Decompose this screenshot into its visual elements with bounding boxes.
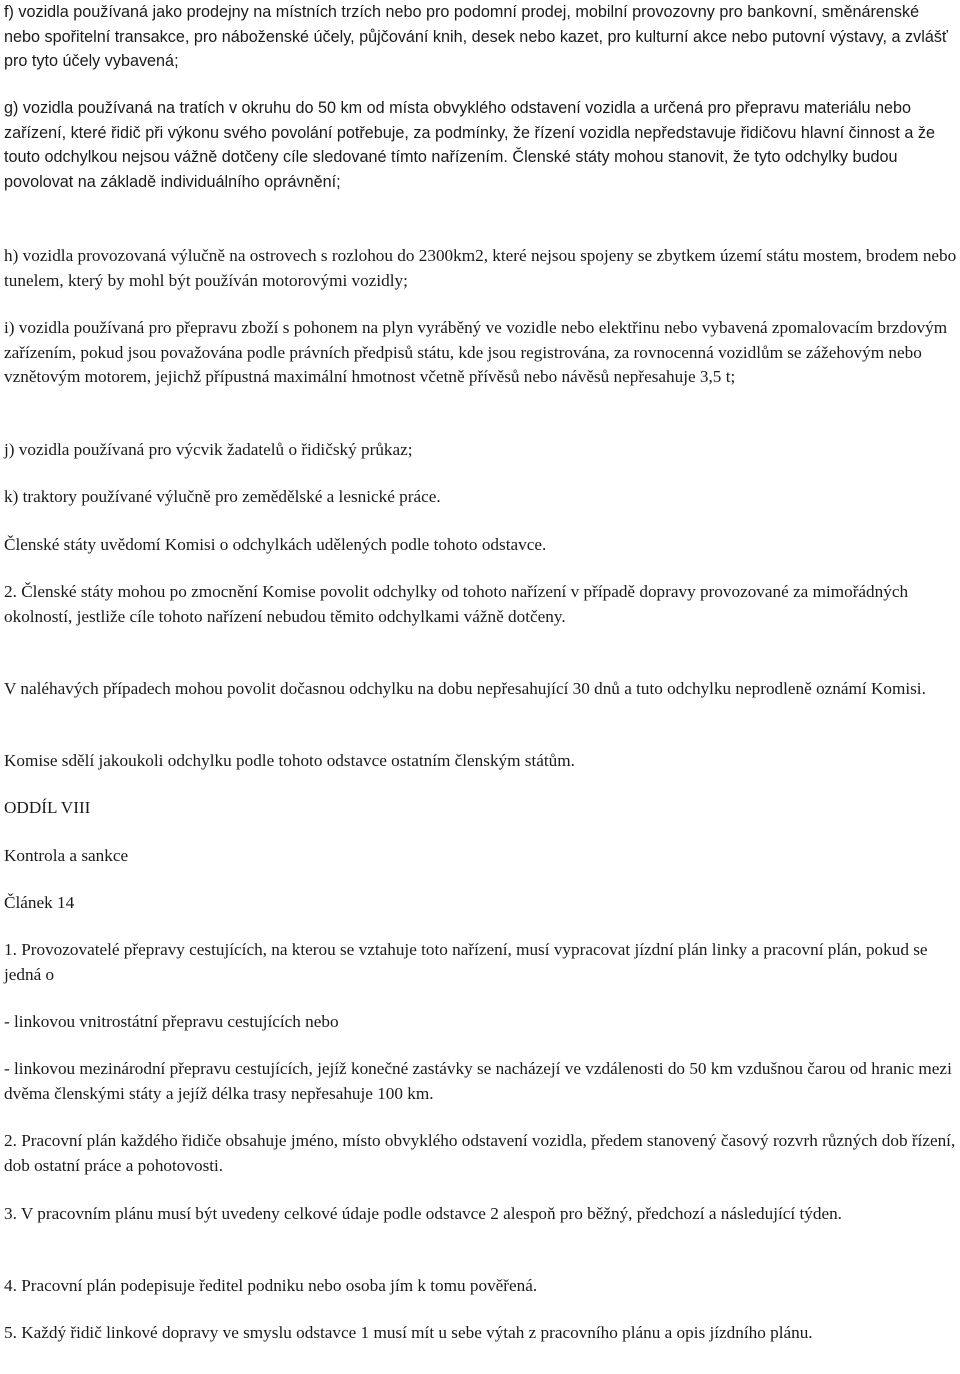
- section-subtitle: Kontrola a sankce: [4, 846, 129, 865]
- paragraph-k: k) traktory používané výlučně pro zemědělské a lesnické práce.: [4, 487, 441, 506]
- paragraph-urgent: V naléhavých případech mohou povolit dočasnou odchylku na dobu nepřesahující 30 dnů a tuto odchylku neprodleně oznámí Komisi.: [4, 679, 926, 698]
- paragraph-2: 2. Členské státy mohou po zmocnění Komise povolit odchylky od tohoto nařízení v případě dopravy provozované za mimořádných okolností, jestliže cíle tohoto nařízení nebudou těmito odchylkami vážně dotčeny.: [4, 582, 909, 626]
- paragraph-14-1: 1. Provozovatelé přepravy cestujících, na kterou se vztahuje toto nařízení, musí vypracovat jízdní plán linky a pracovní plán, pokud se jedná o: [4, 940, 928, 984]
- paragraph-14-1b: - linkovou mezinárodní přepravu cestujících, jejíž konečné zastávky se nacházejí ve vzdálenosti do 50 km vzdušnou čarou od hranic mezi dvěma členskými státy a jejíž délka trasy nepřesahuje 100 km.: [4, 1059, 952, 1103]
- paragraph-j: j) vozidla používaná pro výcvik žadatelů o řidičský průkaz;: [4, 440, 413, 459]
- paragraph-commission: Komise sdělí jakoukoli odchylku podle tohoto odstavce ostatním členským státům.: [4, 751, 575, 770]
- paragraph-g: g) vozidla používaná na tratích v okruhu do 50 km od místa obvyklého odstavení vozidla a určená pro přepravu materiálu nebo zařízení, které řidič při výkonu svého povolání potřebuje, za podmínky, že řízení vozidla nepředstavuje řidičovu hlavní činnost a že touto odchylkou nejsou vážně dotčeny cíle sledované tímto nařízením. Členské státy mohou stanovit, že tyto odchylky budou povolovat na základě individuálního oprávnění;: [4, 99, 935, 191]
- paragraph-14-1a: - linkovou vnitrostátní přepravu cestujících nebo: [4, 1012, 339, 1031]
- paragraph-f: f) vozidla používaná jako prodejny na místních trzích nebo pro podomní prodej, mobilní provozovny pro bankovní, směnárenské nebo spořitelní transakce, pro náboženské účely, půjčování knih, desek nebo kazet, pro kulturní akce nebo putovní výstavy, a zvlášť pro tyto účely vybavená;: [4, 3, 948, 70]
- paragraph-h: h) vozidla provozovaná výlučně na ostrovech s rozlohou do 2300km2, které nejsou spojeny se zbytkem území státu mostem, brodem nebo tunelem, který by mohl být používán motorovými vozidly;: [4, 246, 957, 290]
- paragraph-i: i) vozidla používaná pro přepravu zboží s pohonem na plyn vyráběný ve vozidle nebo elektřinu nebo vybavená zpomalovacím brzdovým zařízením, pokud jsou považována podle právních předpisů státu, kde jsou registrována, za rovnocenná vozidlům se zážehovým nebo vznětovým motorem, jejichž přípustná maximální hmotnost včetně přívěsů nebo návěsů nepřesahuje 3,5 t;: [4, 318, 948, 386]
- paragraph-14-4: 4. Pracovní plán podepisuje ředitel podniku nebo osoba jím k tomu pověřená.: [4, 1276, 538, 1295]
- paragraph-14-3: 3. V pracovním plánu musí být uvedeny celkové údaje podle odstavce 2 alespoň pro běžný, předchozí a následující týden.: [4, 1204, 842, 1223]
- article-heading: Článek 14: [4, 893, 75, 912]
- paragraph-14-2: 2. Pracovní plán každého řidiče obsahuje jméno, místo obvyklého odstavení vozidla, předem stanovený časový rozvrh různých dob řízení, dob ostatní práce a pohotovosti.: [4, 1131, 956, 1175]
- paragraph-14-5: 5. Každý řidič linkové dopravy ve smyslu odstavce 1 musí mít u sebe výtah z pracovního plánu a opis jízdního plánu.: [4, 1323, 813, 1342]
- paragraph-notify: Členské státy uvědomí Komisi o odchylkách udělených podle tohoto odstavce.: [4, 535, 547, 554]
- section-heading: ODDÍL VIII: [4, 798, 91, 817]
